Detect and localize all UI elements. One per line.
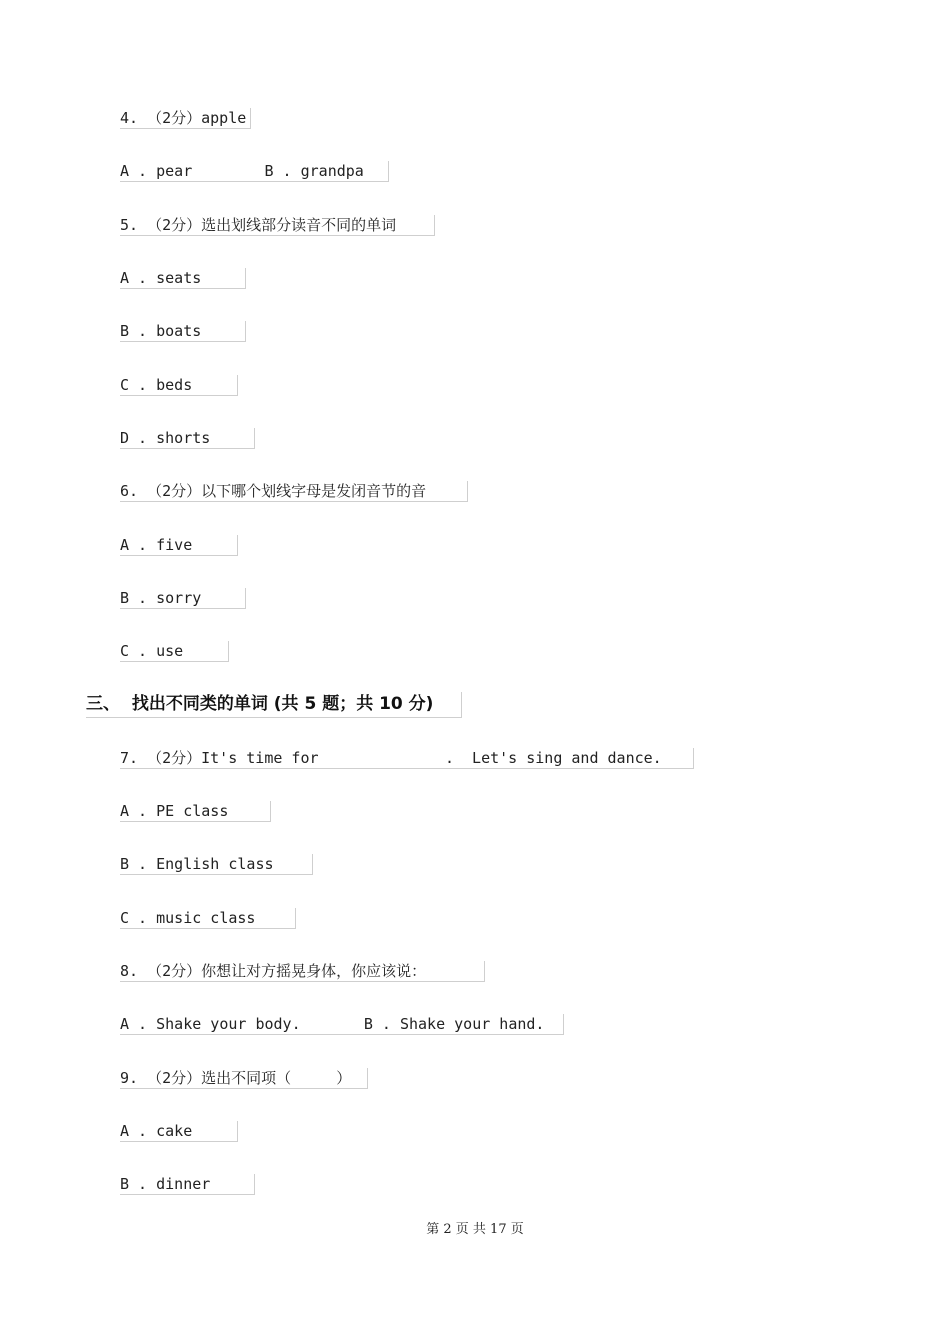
question-9-stem: 9. （2分）选出不同项（ ）: [120, 1068, 368, 1089]
question-6-stem: 6. （2分）以下哪个划线字母是发闭音节的音: [120, 481, 468, 502]
question-8-stem: 8. （2分）你想让对方摇晃身体，你应该说：: [120, 961, 485, 982]
question-6-option-b: B . sorry: [120, 588, 246, 609]
question-7-option-a: A . PE class: [120, 801, 271, 822]
question-8-options: A . Shake your body. B . Shake your hand.: [120, 1014, 564, 1035]
question-9-option-b: B . dinner: [120, 1174, 255, 1195]
question-7-stem: 7. （2分）It's time for . Let's sing and dance.: [120, 748, 694, 769]
question-4-stem: 4. （2分）apple: [120, 108, 251, 129]
page-footer: 第 2 页 共 17 页: [426, 1222, 524, 1237]
question-5-option-d: D . shorts: [120, 428, 255, 449]
question-6-option-c: C . use: [120, 641, 229, 662]
question-4-options: A . pear B . grandpa: [120, 161, 389, 182]
section-heading: 三、 找出不同类的单词 (共 5 题；共 10 分): [86, 692, 462, 718]
question-7-option-c: C . music class: [120, 908, 296, 929]
question-9-option-a: A . cake: [120, 1121, 238, 1142]
question-5-option-a: A . seats: [120, 268, 246, 289]
question-6-option-a: A . five: [120, 535, 238, 556]
question-5-option-b: B . boats: [120, 321, 246, 342]
question-5-option-c: C . beds: [120, 375, 238, 396]
question-7-option-b: B . English class: [120, 854, 313, 875]
question-5-stem: 5. （2分）选出划线部分读音不同的单词: [120, 215, 435, 236]
